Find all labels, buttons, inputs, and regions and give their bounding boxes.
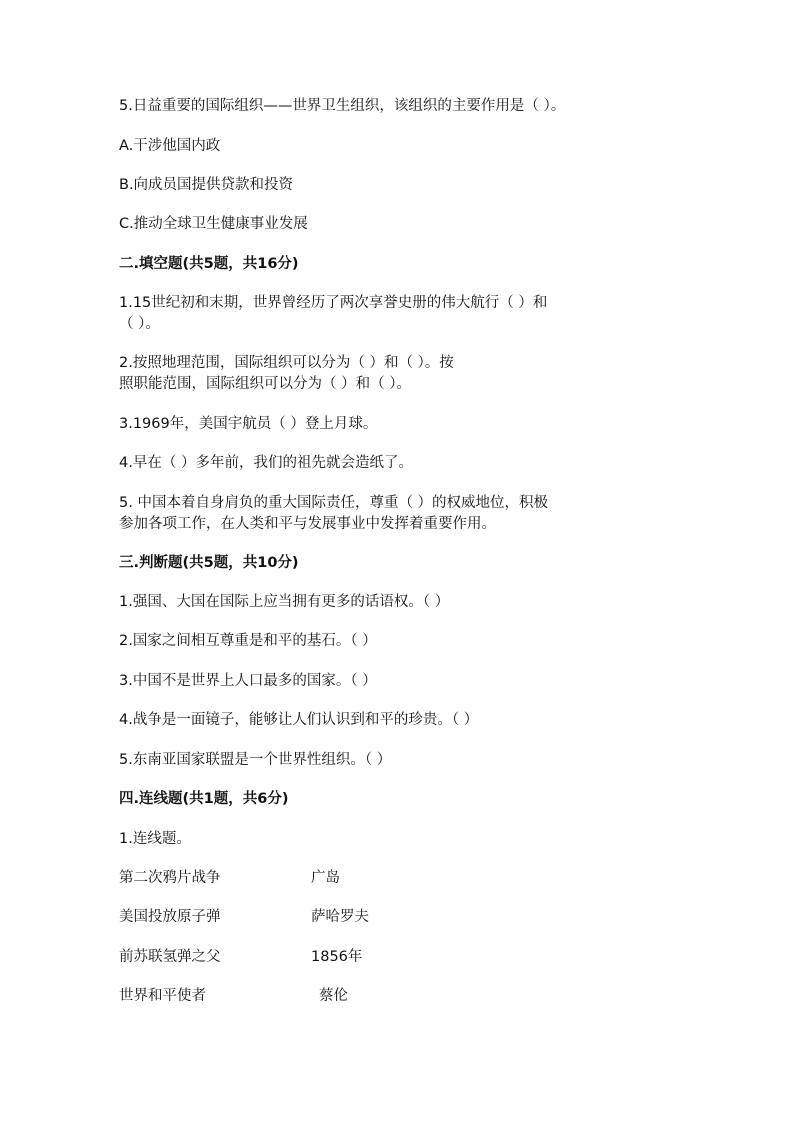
fill-q3: 3.1969年，美国宇航员（ ）登上月球。	[119, 416, 378, 432]
fill-q5-line2: 参加各项工作，在人类和平与发展事业中发挥着重要作用。	[119, 516, 496, 532]
option-a: A.干涉他国内政	[119, 138, 221, 154]
question-5-stem: 5.日益重要的国际组织——世界卫生组织，该组织的主要作用是（ ）。	[119, 98, 566, 114]
match-right-1: 广岛	[311, 870, 340, 886]
fill-q1-line2: （ ）。	[119, 316, 160, 332]
judge-q2: 2.国家之间相互尊重是和平的基石。（ ）	[119, 633, 377, 649]
section-2-heading: 二.填空题(共5题，共16分)	[119, 256, 299, 272]
judge-q3: 3.中国不是世界上人口最多的国家。（ ）	[119, 673, 377, 689]
judge-q5: 5.东南亚国家联盟是一个世界性组织。（ ）	[119, 752, 392, 768]
fill-q5-line1: 5. 中国本着自身肩负的重大国际责任，尊重（ ）的权威地位，积极	[119, 495, 549, 511]
match-right-3: 1856年	[311, 949, 363, 965]
match-left-3: 前苏联氢弹之父	[119, 949, 221, 965]
option-c: C.推动全球卫生健康事业发展	[119, 216, 308, 232]
match-left-2: 美国投放原子弹	[119, 909, 221, 925]
judge-q1: 1.强国、大国在国际上应当拥有更多的话语权。（ ）	[119, 594, 450, 610]
match-left-1: 第二次鸦片战争	[119, 870, 221, 886]
match-right-2: 萨哈罗夫	[311, 909, 369, 925]
section-3-heading: 三.判断题(共5题，共10分)	[119, 555, 299, 571]
fill-q2-line2: 照职能范围，国际组织可以分为（ ）和（ ）。	[119, 376, 411, 392]
option-b: B.向成员国提供贷款和投资	[119, 177, 294, 193]
match-right-4: 蔡伦	[319, 988, 348, 1004]
fill-q4: 4.早在（ ）多年前，我们的祖先就会造纸了。	[119, 455, 413, 471]
fill-q2-line1: 2.按照地理范围，国际组织可以分为（ ）和（ ）。按	[119, 355, 454, 371]
section-4-heading: 四.连线题(共1题，共6分)	[119, 791, 289, 807]
match-prompt: 1.连线题。	[119, 831, 191, 847]
fill-q1-line1: 1.15世纪初和末期，世界曾经历了两次享誉史册的伟大航行（ ）和	[119, 295, 548, 311]
judge-q4: 4.战争是一面镜子，能够让人们认识到和平的珍贵。（ ）	[119, 712, 479, 728]
match-left-4: 世界和平使者	[119, 988, 206, 1004]
